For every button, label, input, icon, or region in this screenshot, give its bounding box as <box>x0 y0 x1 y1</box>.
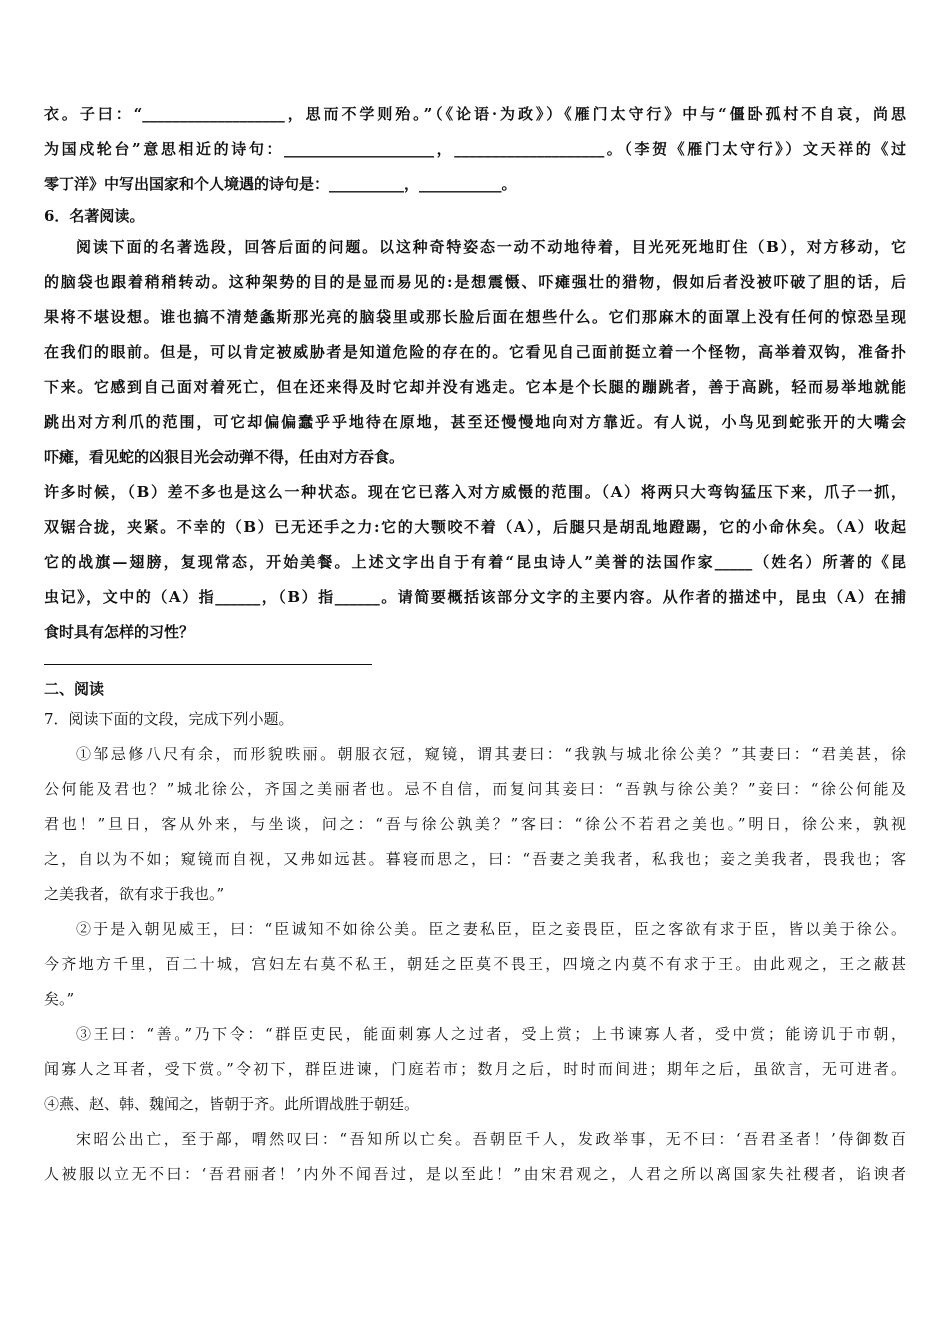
q6-p2-line: 许多时候，（B）差不多也是这么一种状态。现在它已落入对方威慑的范围。（A）将两只大弯钩猛压下来，爪子一抓， <box>44 483 906 501</box>
passage-line: 之，自以为不如；窥镜而自视，又弗如远甚。暮寝而思之，曰：“吾妻之美我者，私我也；妾之美我者，畏我也；客 <box>44 850 906 868</box>
passage-para-3 <box>44 1017 906 1122</box>
question-6 <box>44 202 906 665</box>
q6-p1-line: 跳出对方利爪的范围，可它却偏偏蠢乎乎地待在原地，甚至还慢慢地向对方靠近。有人说，小鸟见到蛇张开的大嘴会 <box>44 413 906 431</box>
passage-line: 今齐地方千里，百二十城，宫妇左右莫不私王，朝廷之臣莫不畏王，四境之内莫不有求于王。由此观之，王之蔽甚 <box>44 955 906 973</box>
passage-line: 君也！”旦日，客从外来，与坐谈，问之：“吾与徐公孰美？”客曰：“徐公不若君之美也。”明日，徐公来，孰视 <box>44 815 906 833</box>
q6-p2-line: 它的战旗—翅膀，复现常态，开始美餐。上述文字出自于有着“昆虫诗人”美誉的法国作家_____（姓名）所著的《昆 <box>44 553 906 571</box>
passage-line: ③王曰：“善。”乃下令：“群臣吏民，能面刺寡人之过者，受上赏；上书谏寡人者，受中赏；能谤讥于市朝， <box>76 1025 906 1043</box>
passage-line: 宋昭公出亡，至于鄗，喟然叹曰：“吾知所以亡矣。吾朝臣千人，发政举事，无不曰：‘吾君圣者！’侍御数百 <box>76 1130 906 1148</box>
q6-passage-1 <box>44 230 906 475</box>
passage-line: ②于是入朝见威王，曰：“臣诚知不如徐公美。臣之妻私臣，臣之妾畏臣，臣之客欲有求于臣，皆以美于徐公。 <box>76 920 906 938</box>
q6-p1-line: 果将不堪设想。谁也搞不清楚螽斯那光亮的脑袋里或那长脸后面在想些什么。它们那麻木的面罩上没有任何的惊恐呈现 <box>44 308 906 326</box>
q6-p2-line: 虫记》，文中的（A）指______，（B）指______。请简要概括该部分文字的主要内容。从作者的描述中，昆虫（A）在捕 <box>44 588 906 606</box>
q6-p2-line: 食时具有怎样的习性？ <box>44 623 195 641</box>
passage-line: ④燕、赵、韩、魏闻之，皆朝于齐。此所谓战胜于朝廷。 <box>44 1095 420 1113</box>
q5-continuation <box>44 97 906 202</box>
q6-p1-line: 阅读下面的名著选段，回答后面的问题。以这种奇特姿态一动不动地待着，目光死死地盯住（B），对方移动，它 <box>76 238 906 256</box>
q6-p1-line: 吓瘫，看见蛇的凶狠目光会动弹不得，任由对方吞食。 <box>44 448 405 466</box>
q6-p1-line: 的脑袋也跟着稍稍转动。这种架势的目的是显而易见的:是想震慑、吓瘫强壮的猎物，假如后者没被吓破了胆的话，后 <box>44 273 906 291</box>
q7-title: 7．阅读下面的文段，完成下列小题。 <box>44 710 294 728</box>
passage-para-2 <box>44 912 906 1017</box>
q5-line-3: 零丁洋》中写出国家和个人境遇的诗句是：__________，___________。 <box>44 175 517 193</box>
section-title: 二、阅读 <box>44 680 105 698</box>
passage-para-1 <box>44 737 906 912</box>
passage-line: 人被服以立无不曰：‘吾君丽者！’内外不闻吾过，是以至此！”由宋君观之，人君之所以离国家失社稷者，谄谀者 <box>44 1165 906 1183</box>
passage-line: ①邹忌修八尺有余，而形貌昳丽。朝服衣冠，窥镜，谓其妻曰：“我孰与城北徐公美？”其妻曰：“君美甚，徐 <box>76 745 906 763</box>
passage-line: 闻寡人之耳者，受下赏。”令初下，群臣进谏，门庭若市；数月之后，时时而间进；期年之后，虽欲言，无可进者。 <box>44 1060 906 1078</box>
answer-line <box>44 664 372 665</box>
section-reading <box>44 673 906 1192</box>
q6-p1-line: 在我们的眼前。但是，可以肯定被威胁者是知道危险的存在的。它看见自己面前挺立着一个怪物，高举着双钩，准备扑 <box>44 343 906 361</box>
q6-passage-2 <box>44 475 906 650</box>
q6-p2-line: 双锯合拢，夹紧。不幸的（B）已无还手之力:它的大颚咬不着（A），后腿只是胡乱地蹬踢，它的小命休矣。（A）收起 <box>44 518 906 536</box>
q6-title: 6．名著阅读。 <box>44 207 145 225</box>
q5-line-1: 衣。子曰：“___________________，思而不学则殆。”（《论语·为政》）《雁门太守行》中与“僵卧孤村不自哀，尚思 <box>44 105 906 123</box>
passage-para-4 <box>44 1122 906 1192</box>
passage-line: 矣。” <box>44 990 75 1008</box>
passage-line: 之美我者，欲有求于我也。” <box>44 885 225 903</box>
q5-line-2: 为国戍轮台”意思相近的诗句：____________________，____________________。（李贺《雁门太守行》）文天祥的《过 <box>44 140 906 158</box>
passage-line: 公何能及君也？”城北徐公，齐国之美丽者也。忌不自信，而复问其妾曰：“吾孰与徐公美？”妾曰：“徐公何能及 <box>44 780 906 798</box>
q6-p1-line: 下来。它感到自己面对着死亡，但在还来得及时它却并没有逃走。它本是个长腿的蹦跳者，善于高跳，轻而易举地就能 <box>44 378 906 396</box>
